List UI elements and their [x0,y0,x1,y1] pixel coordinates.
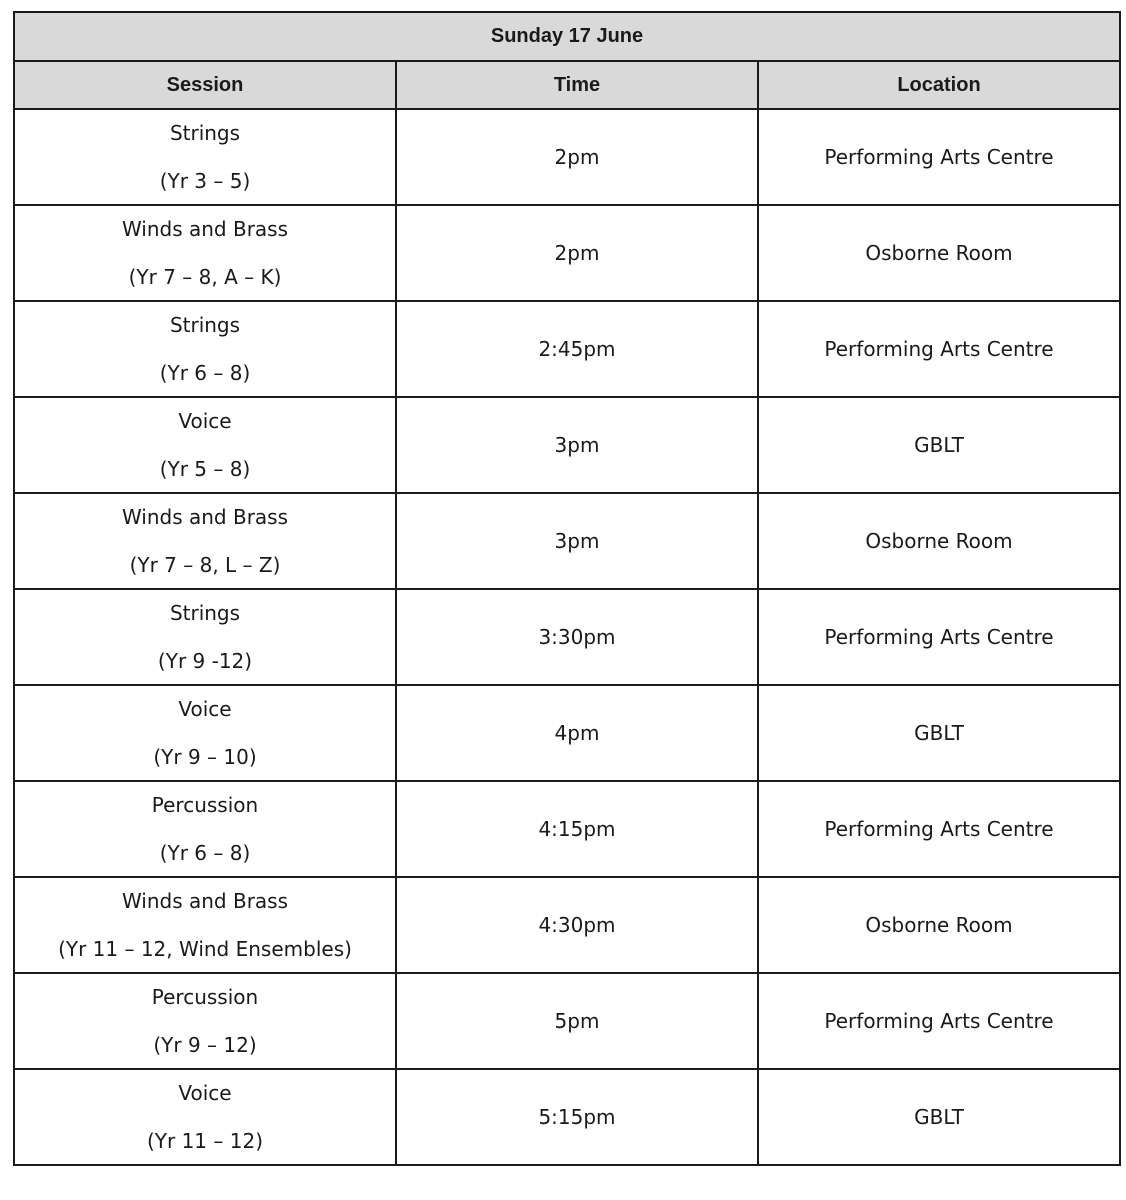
time-cell: 4:30pm [396,877,758,973]
session-name: Voice [178,1081,232,1105]
location-cell: Osborne Room [758,205,1120,301]
table-row [14,685,1120,781]
session-name: Winds and Brass [121,505,289,529]
session-name: Winds and Brass [121,889,289,913]
table-row [14,973,1120,1069]
session-name: Winds and Brass [121,217,289,241]
session-group: (Yr 3 – 5) [159,169,251,193]
session-group: (Yr 11 – 12) [146,1129,263,1153]
table-row [14,205,1120,301]
session-name: Strings [169,601,241,625]
session-cell [14,781,396,877]
session-cell [14,397,396,493]
location-cell: Performing Arts Centre [758,781,1120,877]
time-cell: 4:15pm [396,781,758,877]
session-group: (Yr 5 – 8) [159,457,251,481]
session-name: Percussion [151,793,259,817]
schedule-table [13,11,1121,1166]
session-group: (Yr 7 – 8, L – Z) [129,553,281,577]
table-row [14,1069,1120,1165]
time-cell: 3pm [396,397,758,493]
location-cell: Performing Arts Centre [758,301,1120,397]
location-cell: Performing Arts Centre [758,973,1120,1069]
location-cell: Osborne Room [758,877,1120,973]
session-cell [14,589,396,685]
header-session: Session [14,61,396,109]
session-cell [14,109,396,205]
time-cell: 2pm [396,109,758,205]
time-cell: 4pm [396,685,758,781]
session-name: Strings [169,313,241,337]
session-cell [14,1069,396,1165]
header-location: Location [758,61,1120,109]
table-row [14,493,1120,589]
session-group: (Yr 6 – 8) [159,361,251,385]
location-cell: GBLT [758,397,1120,493]
session-cell [14,877,396,973]
table-row [14,877,1120,973]
location-cell: Performing Arts Centre [758,109,1120,205]
table-row [14,781,1120,877]
time-cell: 2:45pm [396,301,758,397]
time-cell: 3:30pm [396,589,758,685]
location-cell: Performing Arts Centre [758,589,1120,685]
header-time: Time [396,61,758,109]
session-group: (Yr 11 – 12, Wind Ensembles) [58,937,352,961]
location-cell: GBLT [758,685,1120,781]
session-name: Percussion [151,985,259,1009]
session-group: (Yr 9 -12) [157,649,253,673]
time-cell: 3pm [396,493,758,589]
session-cell [14,205,396,301]
location-cell: Osborne Room [758,493,1120,589]
table-row [14,397,1120,493]
session-group: (Yr 9 – 12) [153,1033,257,1057]
session-name: Voice [178,409,232,433]
time-cell: 5pm [396,973,758,1069]
table-row [14,301,1120,397]
session-name: Voice [178,697,232,721]
session-cell [14,301,396,397]
session-group: (Yr 7 – 8, A – K) [128,265,282,289]
time-cell: 5:15pm [396,1069,758,1165]
location-cell: GBLT [758,1069,1120,1165]
session-group: (Yr 9 – 10) [153,745,257,769]
session-cell [14,493,396,589]
table-row [14,589,1120,685]
session-name: Strings [169,121,241,145]
table-title: Sunday 17 June [14,12,1120,61]
table-row [14,109,1120,205]
session-group: (Yr 6 – 8) [159,841,251,865]
session-cell [14,973,396,1069]
session-cell [14,685,396,781]
time-cell: 2pm [396,205,758,301]
